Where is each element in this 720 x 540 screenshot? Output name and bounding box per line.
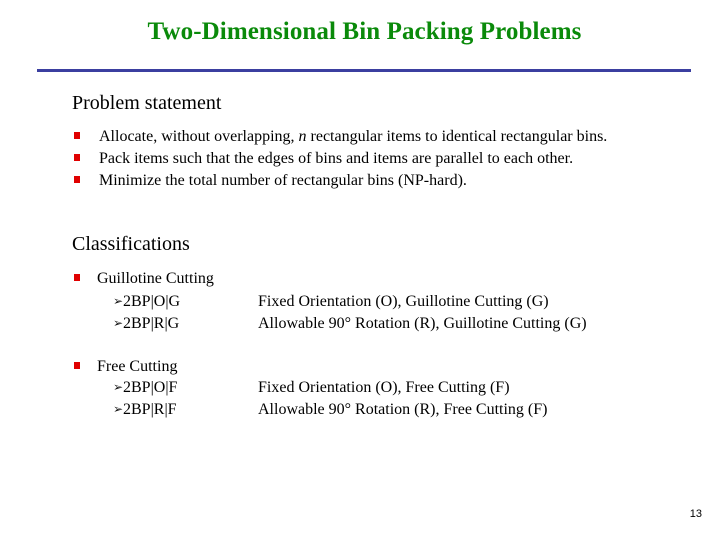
page-number: 13 — [689, 508, 702, 520]
problem-statement-list — [72, 126, 607, 192]
square-bullet-icon — [74, 362, 80, 369]
arrow-bullet-icon: ➢ — [113, 294, 124, 308]
arrow-bullet-icon: ➢ — [113, 402, 124, 416]
title-divider — [37, 69, 691, 72]
classification-code: 2BP|R|F — [123, 401, 177, 418]
classification-item — [113, 290, 549, 312]
bullet-text: Minimize the total number of rectangular bins (NP-hard). — [99, 172, 467, 189]
classification-item — [113, 312, 587, 334]
classification-description: Fixed Orientation (O), Free Cutting (F) — [258, 379, 510, 396]
bullet-italic-variable: n — [298, 128, 307, 145]
classification-code: 2BP|O|G — [123, 293, 181, 310]
square-bullet-icon — [74, 274, 80, 281]
square-bullet-icon — [74, 154, 80, 161]
classifications-heading: Classifications — [72, 233, 190, 255]
classification-item — [113, 398, 547, 420]
bullet-item — [72, 148, 607, 170]
classification-code: 2BP|R|G — [123, 315, 180, 332]
bullet-item — [72, 170, 607, 192]
classification-group-guillotine — [72, 268, 214, 290]
classification-description: Fixed Orientation (O), Guillotine Cutting (G) — [258, 293, 549, 310]
bullet-item — [72, 126, 607, 148]
problem-statement-heading: Problem statement — [72, 92, 222, 114]
classification-description: Allowable 90° Rotation (R), Guillotine Cutting (G) — [258, 315, 587, 332]
classification-group-free — [72, 356, 177, 378]
slide-title: Two-Dimensional Bin Packing Problems — [147, 18, 582, 45]
bullet-text-start: Allocate, without overlapping, — [99, 128, 299, 145]
square-bullet-icon — [74, 176, 80, 183]
square-bullet-icon — [74, 132, 80, 139]
bullet-text-end: rectangular items to identical rectangular bins. — [306, 128, 608, 145]
classification-item — [113, 376, 510, 398]
classification-description: Allowable 90° Rotation (R), Free Cutting (F) — [258, 401, 548, 418]
classification-code: 2BP|O|F — [123, 379, 178, 396]
bullet-text: Pack items such that the edges of bins and items are parallel to each other. — [99, 150, 574, 167]
classification-group-label: Free Cutting — [97, 358, 178, 375]
arrow-bullet-icon: ➢ — [113, 316, 124, 330]
arrow-bullet-icon: ➢ — [113, 380, 124, 394]
classification-group-label: Guillotine Cutting — [97, 270, 214, 287]
